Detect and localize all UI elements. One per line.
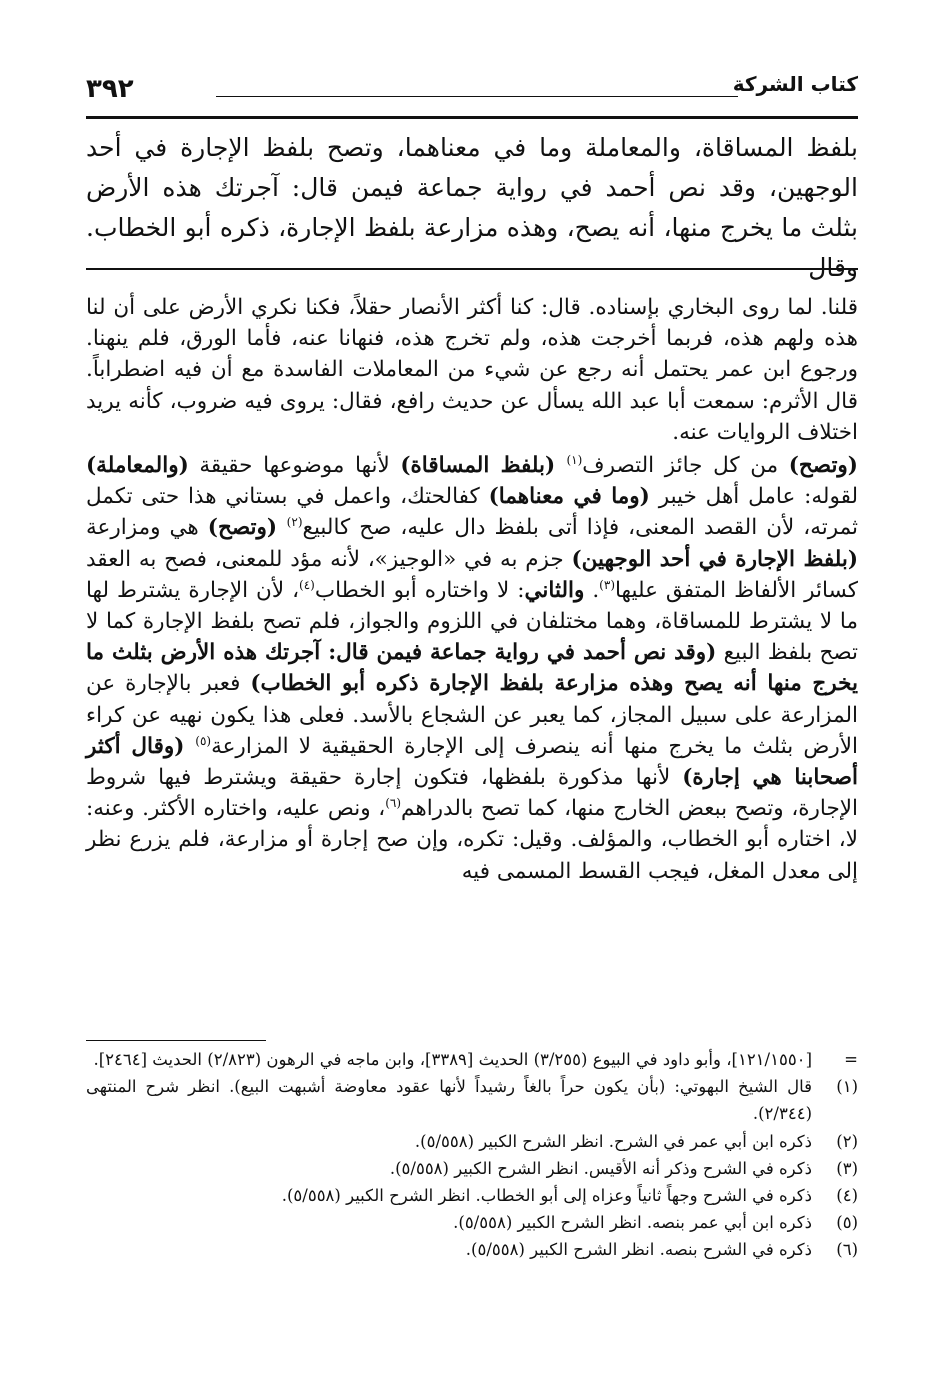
footnote-ref[interactable]: (٤)	[299, 577, 315, 592]
footnote-text: [١٢١/١٥٥٠]، وأبو داود في البيوع (٣/٢٥٥) الحديث [٣٣٨٩]، وابن ماجه في الرهون (٢/٨٢٣) الحديث [٢٤٦٤].	[93, 1050, 812, 1069]
footnotes	[86, 1046, 858, 1264]
matn-text	[86, 128, 858, 288]
footnote-item	[86, 1128, 858, 1155]
chapter-title: كتاب الشركة	[732, 72, 858, 96]
header-divider	[86, 116, 858, 119]
footnote-ref[interactable]: (١)	[566, 452, 583, 467]
sharh-paragraph-continuation: قلنا. لما روى البخاري بإسناده. قال: كنا أكثر الأنصار حقلاً، فكنا نكري الأرض على أن لنا هذه ولهم هذه، فربما أخرجت هذه، ولم تخرج هذه، فنهانا عنه، فأما الورق، فلم ينهنا. ورجوع ابن عمر يحتمل أنه رجع عن شيء من المعاملات الفاسدة مع أن فيه اضطراباً. قال الأثرم: سمعت أبا عبد الله يسأل عن حديث رافع، فقال: يروى فيه ضروب، كأنه يريد اختلاف الروايات عنه.	[86, 295, 858, 445]
footnote-ref[interactable]: (٣)	[599, 577, 615, 592]
footnote-item	[86, 1182, 858, 1209]
bold-text: (وتصح)	[788, 453, 858, 479]
footnote-text: ذكره في الشرح بنصه. انظر الشرح الكبير (٥/٥٥٨).	[465, 1240, 812, 1260]
footnote-number: (٦)	[836, 1240, 858, 1260]
body-text: : لا واختاره أبو الخطاب	[314, 577, 525, 603]
footnote-ref[interactable]: (٢)	[286, 515, 303, 530]
footnote-text: ذكره ابن أبي عمر بنصه. انظر الشرح الكبير (٥/٥٥٨).	[453, 1213, 812, 1233]
header-rule	[216, 96, 738, 97]
footnote-item	[86, 1046, 858, 1073]
bold-text: (وقال أكثر أصحابنا هي إجارة)	[86, 733, 858, 791]
body-text: ، لأن الإجارة يشترط لها ما لا يشترط للمساقاة، وهما مختلفان في اللزوم والجواز، فلم تصح بلفظ الإجارة كما لا تصح بلفظ البيع	[86, 577, 858, 666]
footnote-divider	[86, 1040, 266, 1041]
footnote-number: (٥)	[836, 1213, 858, 1233]
footnote-text: قال الشيخ البهوتي: (بأن يكون حراً بالغاً رشيداً لأنها عقود معاوضة أشبهت البيع). انظر شرح المنتهى (٢/٣٤٤).	[86, 1077, 812, 1124]
sharh-commentary	[86, 292, 858, 887]
footnote-item	[86, 1209, 858, 1236]
body-text: جزم به في «الوجيز»، لأنه مؤد للمعنى، فصح به العقد كسائر الألفاظ المتفق عليها	[86, 546, 858, 603]
page-header	[86, 72, 858, 124]
footnote-item	[86, 1155, 858, 1182]
footnote-ref[interactable]: (٥)	[195, 733, 212, 748]
footnote-item	[86, 1073, 858, 1127]
footnote-number: (٣)	[836, 1158, 858, 1178]
body-text: ، ونص عليه، واختاره الأكثر. وعنه: لا، اختاره أبو الخطاب، والمؤلف. وقيل: تكره، وإن صح إجارة أو مزارعة، فلم يزرع نظر إلى معدل المغل، فيجب القسط المسمى فيه	[86, 796, 858, 884]
bold-text: (وقد نص أحمد في رواية جماعة فيمن قال: آجرتك هذه الأرض بثلث ما يخرج منها أنه يصح وهذه مزارعة بلفظ الإجارة ذكره أبو الخطاب)	[86, 640, 858, 697]
footnote-text: ذكره في الشرح وجهاً ثانياً وعزاه إلى أبو الخطاب. انظر الشرح الكبير (٥/٥٥٨).	[281, 1186, 812, 1206]
matn-divider	[86, 268, 858, 270]
body-text: لأنها موضوعها حقيقة	[188, 453, 401, 479]
body-text: كفالحتك، واعمل في بستاني هذا حتى تكمل ثمرته، لأن القصد المعنى، فإذا أتى بلفظ دال عليه، صح كالبيع	[86, 484, 858, 541]
matn-paragraph: بلفظ المساقاة، والمعاملة وما في معناهما، وتصح بلفظ الإجارة في أحد الوجهين، وقد نص أحمد في رواية جماعة فيمن قال: آجرتك هذه الأرض بثلث ما يخرج منها، أنه يصح، وهذه مزارعة بلفظ الإجارة، ذكره أبو الخطاب. وقال	[86, 133, 858, 282]
footnote-number: =	[844, 1050, 858, 1069]
body-text: لقوله: عامل أهل خيبر	[649, 484, 858, 510]
body-text: فعبر بالإجارة عن المزارعة على سبيل المجاز، كما يعبر عن الشجاع بالأسد. فعلى هذا يكون نهيه عن كراء الأرض بثلث ما يخرج منها أنه ينصرف إلى الإجارة الحقيقية لا المزارعة	[86, 671, 858, 759]
body-text: لأنها مذكورة بلفظها، فتكون إجارة حقيقة ويشترط فيها شروط الإجارة، وتصح ببعض الخارج منها، كما تصح بالدراهم	[86, 765, 858, 822]
footnote-text: ذكره ابن أبي عمر في الشرح. انظر الشرح الكبير (٥/٥٥٨).	[414, 1131, 812, 1151]
footnote-number: (٤)	[836, 1186, 858, 1206]
footnote-item	[86, 1236, 858, 1263]
bold-text: (وتصح)	[207, 515, 287, 541]
bold-text: (والمعاملة)	[86, 453, 189, 479]
body-text: من كل جائز التصرف	[582, 453, 789, 479]
bold-text: والثاني	[524, 577, 585, 603]
body-text: .	[584, 577, 600, 603]
page-number: ٣٩٢	[86, 74, 134, 104]
body-text: هي ومزارعة	[86, 515, 208, 541]
footnote-ref[interactable]: (٦)	[385, 796, 402, 811]
footnote-number: (١)	[836, 1077, 858, 1097]
bold-text: (وما في معناهما)	[488, 484, 650, 510]
footnote-number: (٢)	[836, 1131, 858, 1151]
sharh-paragraph	[86, 450, 858, 887]
bold-text: (بلفظ المساقاة)	[400, 453, 567, 479]
bold-text: (بلفظ الإجارة في أحد الوجهين)	[571, 546, 859, 572]
footnote-text: ذكره في الشرح وذكر أنه الأقيس. انظر الشرح الكبير (٥/٥٥٨).	[389, 1158, 812, 1178]
